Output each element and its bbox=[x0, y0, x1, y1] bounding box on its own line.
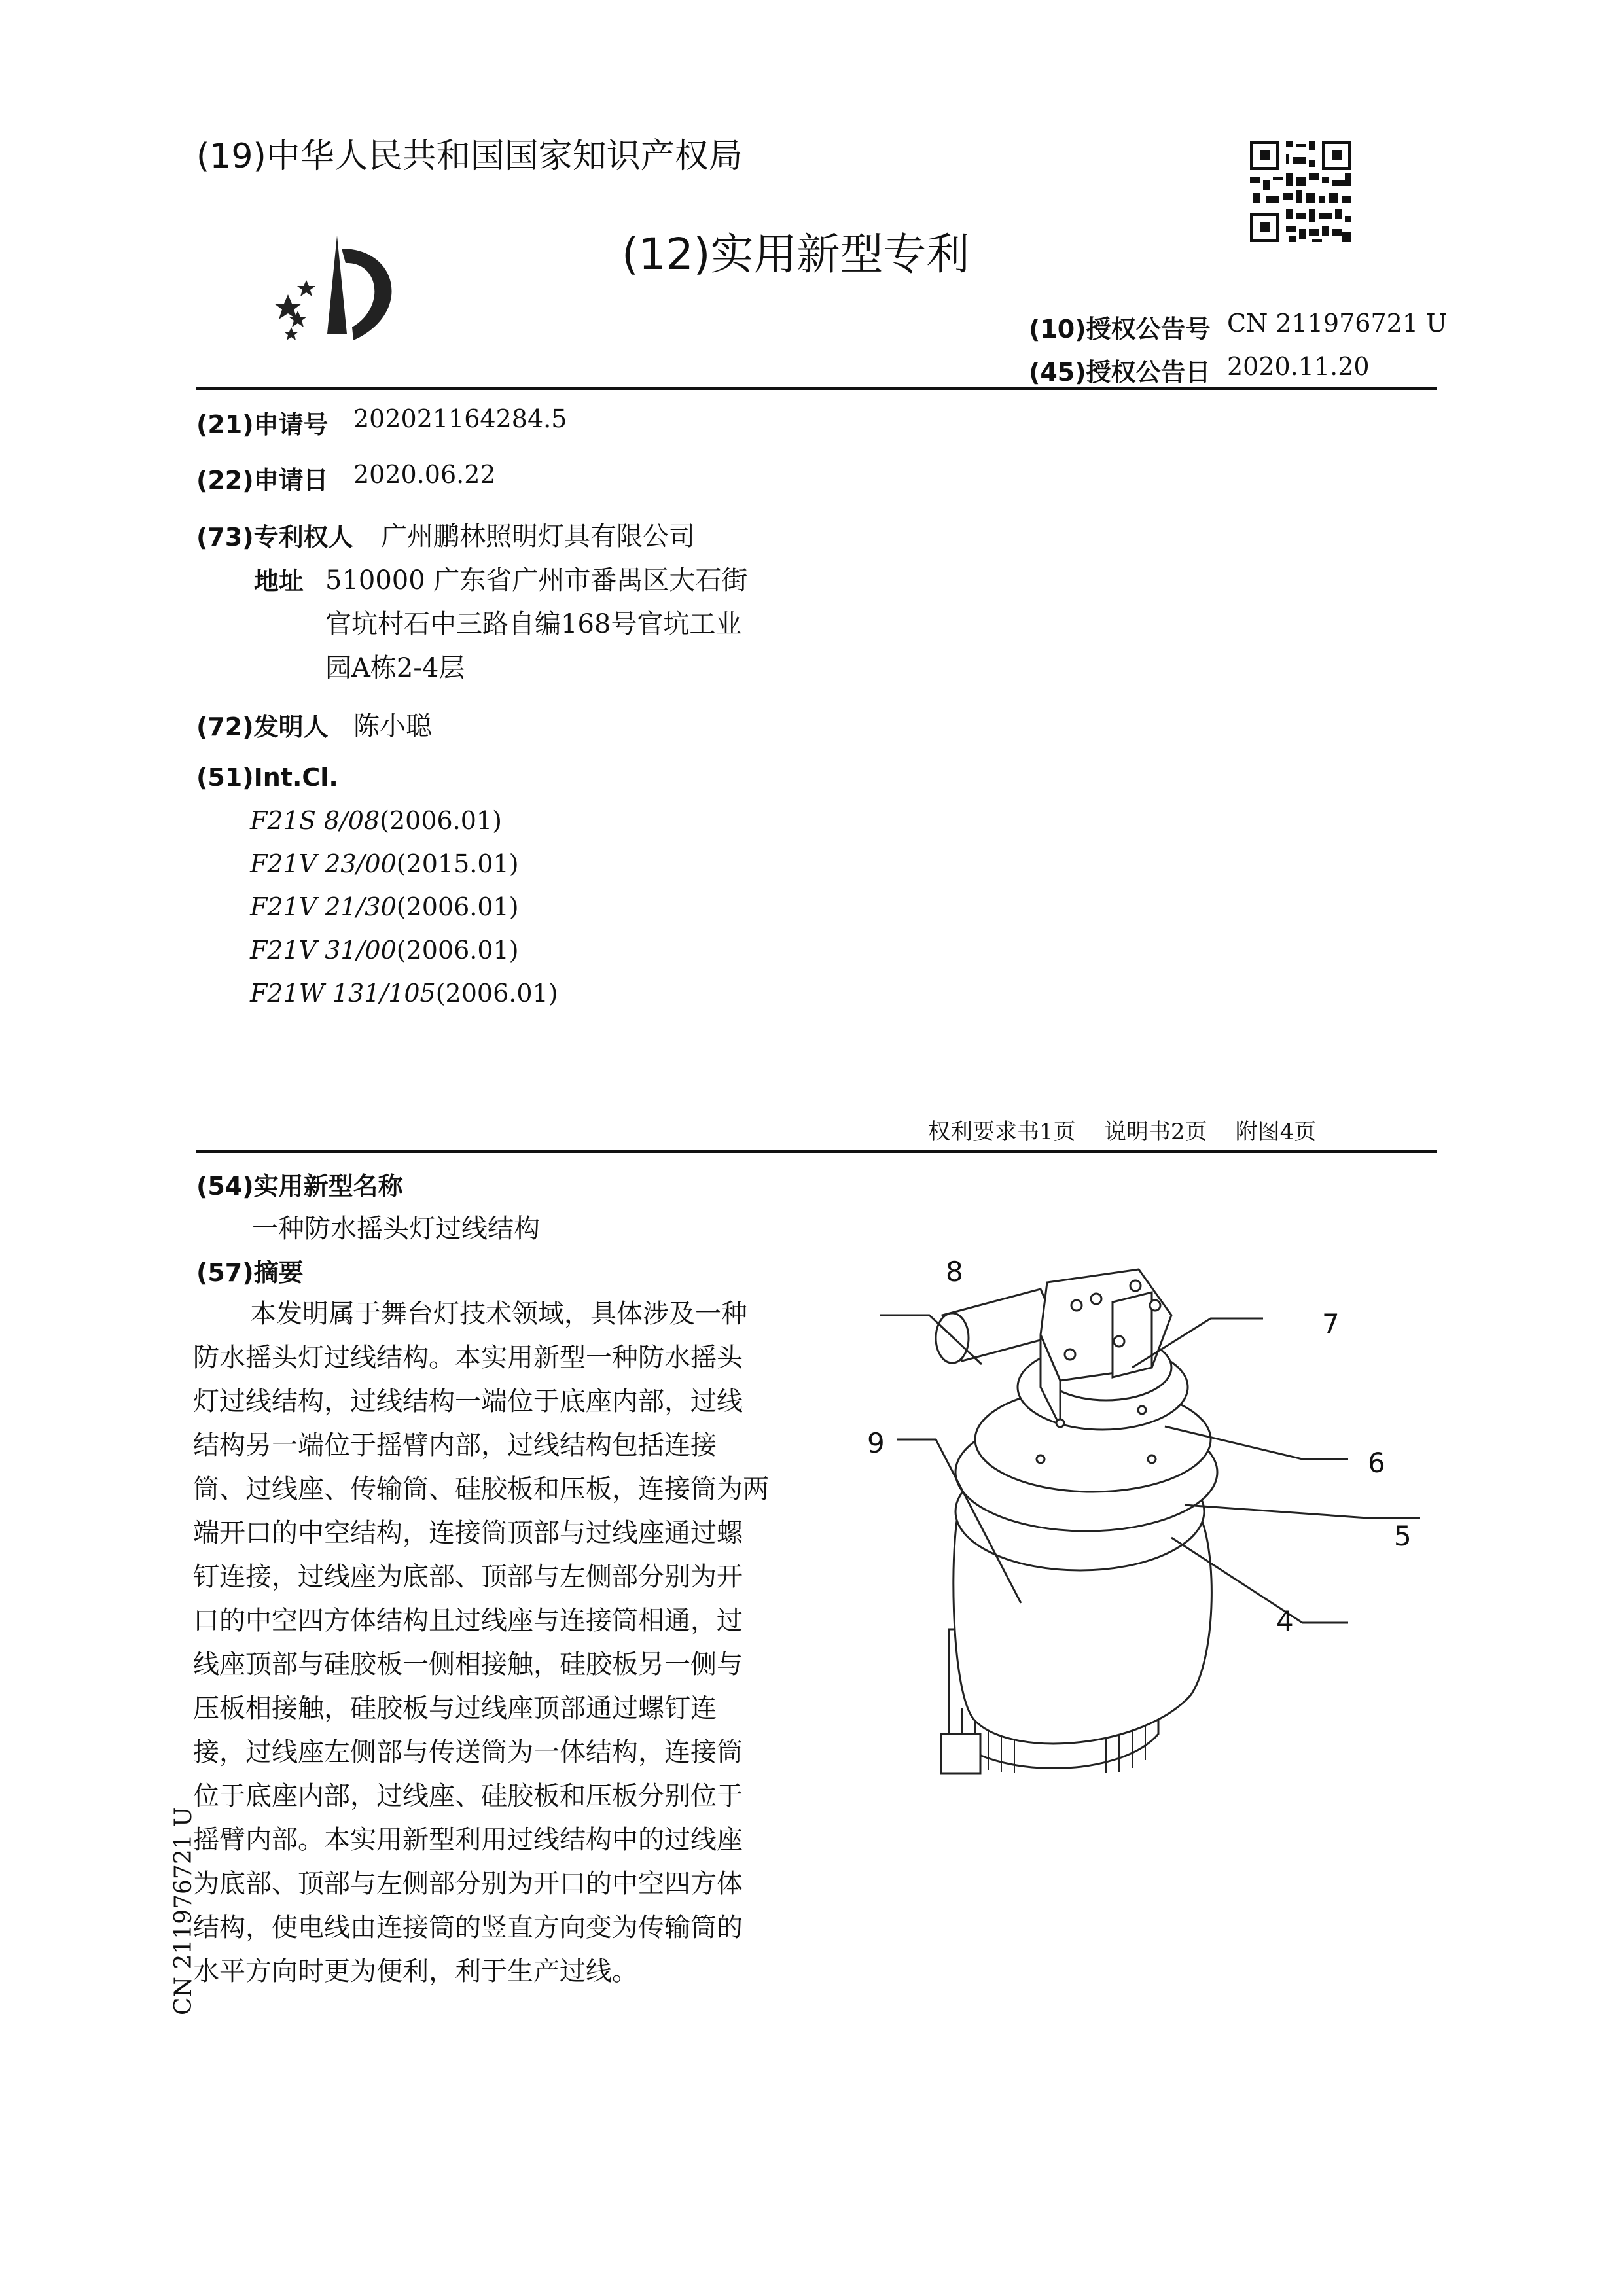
page-count-info: 权利要求书1页 说明书2页 附图4页 bbox=[928, 1119, 1317, 1145]
app-date-label: (22)申请日 bbox=[196, 466, 329, 495]
figure-label-7: 7 bbox=[1322, 1308, 1340, 1340]
intcl-entry: F21V 21/30(2006.01) bbox=[250, 892, 519, 921]
address-line: 园A栋2-4层 bbox=[325, 653, 465, 683]
app-no: 202021164284.5 bbox=[353, 404, 567, 433]
intcl-label: (51)Int.Cl. bbox=[196, 763, 338, 792]
abstract-line: 线座顶部与硅胶板一侧相接触，硅胶板另一侧与 bbox=[193, 1650, 743, 1680]
inventor: 陈小聪 bbox=[353, 711, 432, 741]
address-line: 官坑村石中三路自编168号官坑工业 bbox=[325, 609, 742, 639]
representative-drawing bbox=[844, 1237, 1459, 1826]
qr-code-icon bbox=[1247, 137, 1355, 245]
biblio-divider bbox=[196, 1150, 1437, 1153]
intcl-entry: F21V 31/00(2006.01) bbox=[250, 936, 519, 964]
abstract-line: 本发明属于舞台灯技术领域，具体涉及一种 bbox=[250, 1299, 747, 1329]
document-type: (12)实用新型专利 bbox=[622, 229, 970, 279]
address-label: 地址 bbox=[254, 567, 304, 595]
abstract-line: 结构，使电线由连接筒的竖直方向变为传输筒的 bbox=[193, 1913, 743, 1943]
title-label: (54)实用新型名称 bbox=[196, 1172, 403, 1201]
pub-date: 2020.11.20 bbox=[1227, 352, 1370, 381]
pub-date-label: (45)授权公告日 bbox=[1029, 358, 1211, 387]
address-line: 510000 广东省广州市番禺区大石街 bbox=[325, 565, 748, 595]
abstract-line: 口的中空四方体结构且过线座与连接筒相通，过 bbox=[193, 1606, 743, 1636]
office-name: (19)中华人民共和国国家知识产权局 bbox=[196, 137, 743, 176]
side-publication-number: CN 211976721 U bbox=[170, 1807, 197, 2015]
abstract-line: 防水摇头灯过线结构。本实用新型一种防水摇头 bbox=[193, 1343, 743, 1373]
abstract-line: 压板相接触，硅胶板与过线座顶部通过螺钉连 bbox=[193, 1693, 717, 1723]
figure-label-5: 5 bbox=[1394, 1520, 1412, 1552]
intcl-entry: F21W 131/105(2006.01) bbox=[250, 979, 558, 1008]
abstract-line: 水平方向时更为便利，利于生产过线。 bbox=[193, 1956, 638, 1987]
pub-no: CN 211976721 U bbox=[1227, 309, 1448, 338]
figure-label-9: 9 bbox=[867, 1427, 885, 1459]
utility-model-title: 一种防水摇头灯过线结构 bbox=[252, 1214, 540, 1244]
app-date: 2020.06.22 bbox=[353, 460, 496, 489]
pub-no-label: (10)授权公告号 bbox=[1029, 315, 1211, 344]
abstract-line: 摇臂内部。本实用新型利用过线结构中的过线座 bbox=[193, 1825, 743, 1855]
intcl-entry: F21S 8/08(2006.01) bbox=[250, 806, 502, 835]
cnipa-logo-icon bbox=[268, 222, 425, 353]
abstract-line: 接，过线座左侧部与传送筒为一体结构，连接筒 bbox=[193, 1737, 743, 1767]
header-divider bbox=[196, 387, 1437, 390]
inventor-label: (72)发明人 bbox=[196, 713, 329, 741]
abstract-line: 钉连接，过线座为底部、顶部与左侧部分别为开 bbox=[193, 1562, 743, 1592]
figure-label-8: 8 bbox=[946, 1256, 963, 1288]
abstract-label: (57)摘要 bbox=[196, 1258, 304, 1287]
figure-label-6: 6 bbox=[1368, 1447, 1385, 1479]
owner-label: (73)专利权人 bbox=[196, 523, 353, 552]
abstract-line: 端开口的中空结构，连接筒顶部与过线座通过螺 bbox=[193, 1518, 743, 1548]
abstract-line: 为底部、顶部与左侧部分别为开口的中空四方体 bbox=[193, 1869, 743, 1899]
app-no-label: (21)申请号 bbox=[196, 410, 329, 439]
abstract-line: 灯过线结构，过线结构一端位于底座内部，过线 bbox=[193, 1386, 743, 1417]
abstract-line: 位于底座内部，过线座、硅胶板和压板分别位于 bbox=[193, 1781, 743, 1811]
abstract-line: 结构另一端位于摇臂内部，过线结构包括连接 bbox=[193, 1430, 717, 1460]
figure-label-4: 4 bbox=[1276, 1605, 1294, 1637]
owner: 广州鹏林照明灯具有限公司 bbox=[381, 521, 695, 552]
abstract-line: 筒、过线座、传输筒、硅胶板和压板，连接筒为两 bbox=[193, 1474, 769, 1504]
intcl-entry: F21V 23/00(2015.01) bbox=[250, 849, 519, 878]
